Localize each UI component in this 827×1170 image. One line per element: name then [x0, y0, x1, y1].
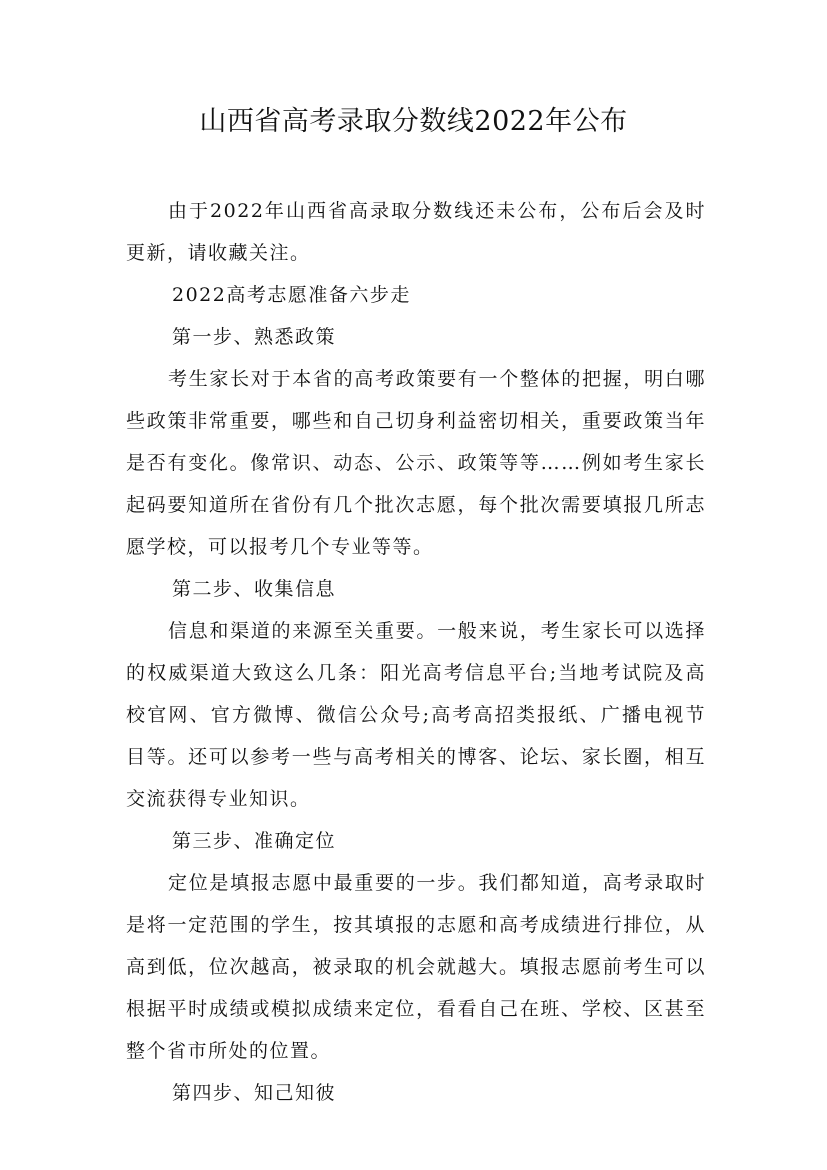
step-4-heading: 第四步、知己知彼	[172, 1082, 337, 1104]
step-3-heading: 第三步、准确定位	[172, 830, 337, 852]
document-body	[126, 190, 706, 1114]
section-heading-six-steps: 2022高考志愿准备六步走	[172, 284, 411, 306]
step-1-paragraph: 考生家长对于本省的高考政策要有一个整体的把握，明白哪些政策非常重要，哪些和自己切身利益密切相关，重要政策当年是否有变化。像常识、动态、公示、政策等等……例如考生家长起码要知道所在省份有几个批次志愿，每个批次需要填报几所志愿学校，可以报考几个专业等等。	[126, 368, 706, 558]
page-title: 山西省高考录取分数线2022年公布	[199, 106, 628, 137]
paragraph-intro: 由于2022年山西省高录取分数线还未公布，公布后会及时更新，请收藏关注。	[126, 200, 706, 264]
step-2-paragraph: 信息和渠道的来源至关重要。一般来说，考生家长可以选择的权威渠道大致这么几条：阳光高考信息平台;当地考试院及高校官网、官方微博、微信公众号;高考高招类报纸、广播电视节目等。还可以参考一些与高考相关的博客、论坛、家长圈，相互交流获得专业知识。	[126, 620, 706, 810]
step-2-heading: 第二步、收集信息	[172, 578, 337, 600]
step-1-heading: 第一步、熟悉政策	[172, 326, 337, 348]
step-3-paragraph: 定位是填报志愿中最重要的一步。我们都知道，高考录取时是将一定范围的学生，按其填报的志愿和高考成绩进行排位，从高到低，位次越高，被录取的机会就越大。填报志愿前考生可以根据平时成绩或模拟成绩来定位，看看自己在班、学校、区甚至整个省市所处的位置。	[126, 872, 706, 1062]
